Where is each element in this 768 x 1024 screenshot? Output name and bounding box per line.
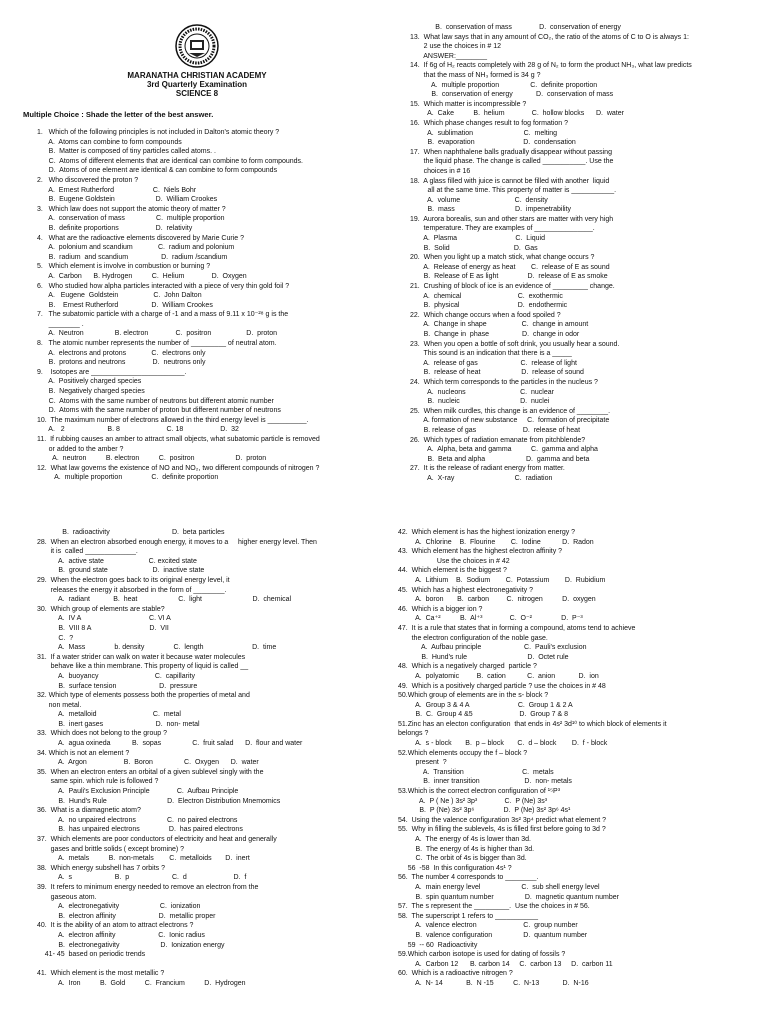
subject-title: SCIENCE 8: [175, 89, 219, 98]
question-line: A. Ca⁺² B. Al⁺³ C. O⁻² D. P⁻³: [398, 615, 583, 623]
question-line: A. Cake B. helium C. hollow blocks D. water: [410, 110, 624, 118]
question-line: ANSWER:________: [410, 52, 488, 60]
question-line: A. volume C. density: [410, 196, 548, 204]
question-line: A. nucleons C. nuclear: [410, 388, 554, 396]
column-bottom-left: [37, 528, 377, 989]
question-line: 13. What law says that in any amount of CO₂, the ratio of the atoms of C to O is always 1:: [410, 33, 689, 41]
question-line: B. definite proportions D. relativity: [37, 224, 193, 232]
question-line: A. electrons and protons C. electrons only: [37, 349, 206, 357]
question-line: B. Ernest Rutherford D. William Crookes: [37, 301, 213, 309]
question-line: B. Beta and alpha D. gamma and beta: [410, 455, 590, 463]
question-line: 52.Which elements occupy the f – block ?: [398, 749, 528, 757]
question-line: A. chemical C. exothermic: [410, 292, 563, 300]
question-line: A. polonium and scandium C. radium and polonium: [37, 244, 235, 252]
question-line: A. The energy of 4s is lower than 3d.: [398, 836, 531, 843]
question-line: 57. The s represent the _________. Use the choices in # 56.: [398, 903, 590, 911]
question-line: 10. The maximum number of electrons allowed in the third energy level is __________.: [37, 416, 309, 424]
question-line: A. Group 3 & 4 A C. Group 1 & 2 A: [398, 701, 573, 709]
question-line: 26. Which types of radiation emanate from pitchblende?: [410, 436, 586, 444]
question-line: B. Hund's Rule D. Electron Distribution Mnemomics: [37, 797, 281, 805]
question-line: C. Atoms of different elements that are identical can combine to form compounds.: [37, 157, 304, 165]
question-line: B. nucleic D. nuclei: [410, 398, 550, 406]
question-line: B. VIII 8 A D. VII: [37, 624, 169, 632]
question-line: A. neutron B. electron C. positron D. proton: [37, 455, 267, 463]
question-line: A. Mass b. density C. length D. time: [37, 644, 277, 652]
question-line: A. metals B. non-metals C. metalloids D. inert: [37, 855, 250, 863]
question-line: A. buoyancy C. capillarity: [37, 672, 195, 680]
exam-title: 3rd Quarterly Examination: [146, 80, 248, 89]
question-line: A. s B. p C. d D. f: [37, 874, 247, 882]
question-line: 16. Which phase changes result to fog formation ?: [410, 119, 568, 127]
question-line: 60. Which is a radioactive nitrogen ?: [398, 970, 513, 978]
question-line: 19. Aurora borealis, sun and other stars are matter with very high: [410, 215, 614, 223]
question-line: 7. The subatomic particle with a charge of -1 and a mass of 9.11 x 10⁻²⁸ g is the: [37, 311, 289, 319]
question-line: 1. Which of the following principles is not included in Dalton's atomic theory ?: [37, 129, 280, 136]
question-line: B. Matter is composed of tiny particles called atoms. .: [37, 148, 216, 156]
question-line: A. sublimation C. melting: [410, 129, 558, 137]
question-line: A. Carbon 12 B. carbon 14 C. carbon 13 D. carbon 11: [398, 960, 613, 968]
question-line: 21. Crushing of block of ice is an evidence of _________ change.: [410, 283, 615, 291]
question-line: B. physical D. endothermic: [410, 302, 568, 310]
question-line: 56. The number 4 corresponds to ________.: [398, 874, 539, 882]
question-line: A. Transition C. metals: [398, 768, 554, 776]
question-line: B. electron affinity D. metallic proper: [37, 912, 216, 920]
question-line: 55. Why in filling the sublevels, 4s is filled first before going to 3d ?: [398, 826, 606, 834]
question-line: A. main energy level C. sub shell energy level: [398, 883, 600, 891]
question-line: 40. It is the ability of an atom to attract electrons ?: [37, 922, 194, 930]
question-line: 58. The superscript 1 refers to ___________: [398, 912, 538, 920]
column-top-right: [410, 23, 765, 484]
question-line: A. formation of new substance C. formation of precipitate: [410, 417, 610, 425]
question-line: 53.Which is the correct electron configuration of ¹⁵P³: [398, 788, 561, 796]
question-line: A. Lithium B. Sodium C. Potassium D. Rubidium: [398, 576, 606, 584]
question-line: 59 -- 60 Radioactivity: [398, 941, 478, 949]
question-line: A. Plasma C. Liquid: [410, 235, 545, 243]
question-line: A. Alpha, beta and gamma C. gamma and alpha: [410, 446, 598, 454]
question-line: A. no unpaired electrons C. no paired electrons: [37, 816, 238, 824]
question-line: 15. Which matter is incompressible ?: [410, 100, 527, 108]
question-line: [37, 960, 377, 970]
question-line: 51.Zinc has an electon configuration that ends in 4s² 3d¹⁰ to which block of elements it: [398, 720, 667, 728]
question-line: C. ?: [37, 634, 74, 642]
question-line: ________ .: [37, 320, 84, 328]
question-line: C. Atoms with the same number of neutrons but different atomic number: [37, 397, 274, 405]
question-line: B. valence configuration D. quantum number: [398, 931, 588, 939]
question-line: B. release of heat D. release of sound: [410, 369, 584, 377]
question-line: A. active state C. excited state: [37, 557, 197, 565]
question-line: 12. What law governs the existence of NO and NO₂, two different compounds of nitrogen ?: [37, 464, 320, 472]
question-line: B. has unpaired electrons D. has paired electrons: [37, 826, 243, 834]
question-line: B. inert gases D. non- metal: [37, 720, 200, 728]
question-line: B. inner transition D. non- metals: [398, 778, 572, 786]
question-line: choices in # 16: [410, 167, 471, 175]
question-line: 17. When naphthalene balls gradually disappear without passing: [410, 148, 612, 156]
question-line: B. Change in phase D. change in odor: [410, 331, 580, 338]
question-line: all at the same time. This property of matter is ___________.: [410, 187, 617, 195]
question-line: same spin. which rule is followed ?: [37, 778, 159, 786]
question-line: D. Atoms with the same number of proton but different number of neutrons: [37, 407, 281, 415]
question-line: A. IV A C. VI A: [37, 615, 171, 623]
question-line: B. release of gas D. release of heat: [410, 426, 581, 434]
question-line: A. Chlorine B. Flourine C. Iodine D. Radon: [398, 538, 594, 546]
question-line: belongs ?: [398, 730, 429, 738]
question-line: 25. When milk curdles, this change is an evidence of ________.: [410, 407, 611, 415]
question-line: 56 -58 In this configuration 4s¹ ?: [398, 864, 512, 872]
question-line: A. radiant B. heat C. light D. chemical: [37, 596, 292, 604]
question-line: 38. Which energy subshell has 7 orbits ?: [37, 864, 166, 872]
question-line: 39. It refers to minimum energy needed to remove an electron from the: [37, 883, 259, 891]
question-line: B. surface tension D. pressure: [37, 682, 198, 690]
question-line: 45. Which has a highest electronegativity ?: [398, 586, 534, 594]
question-line: B. evaporation D. condensation: [410, 139, 576, 147]
question-line: B. P (Ne) 3s² 3p⁶ D. P (Ne) 3s² 3p⁶ 4s¹: [398, 807, 571, 815]
question-line: 49. Which is a positively charged particle ? use the choices in # 48: [398, 682, 606, 690]
question-line: A. boron B. carbon C. nitrogen D. oxygen: [398, 596, 596, 604]
question-line: gaseous atom.: [37, 893, 97, 901]
question-line: A. polyatomic B. cation C. anion D. ion: [398, 672, 599, 680]
question-line: 44. Which element is the biggest ?: [398, 567, 507, 575]
question-line: A. Argon B. Boron C. Oxygen D. water: [37, 759, 259, 767]
question-line: C. The orbit of 4s is bigger than 3d.: [398, 855, 527, 863]
question-line: 42. Which element is has the highest ionization energy ?: [398, 529, 576, 536]
question-line: A. Eugene Goldstein C. John Dalton: [37, 292, 202, 300]
question-line: 24. Which term corresponds to the particles in the nucleus ?: [410, 378, 598, 386]
question-line: 35. When an electron enters an orbital of a given sublevel singly with the: [37, 768, 264, 776]
instruction-text: Multiple Choice : Shade the letter of the best answer.: [23, 110, 214, 119]
question-line: A. multiple proportion C. definite proportion: [410, 81, 598, 89]
question-line: A. electronegativity C. ionization: [37, 903, 201, 911]
question-line: 18. A glass filled with juice is cannot be filled with another liquid: [410, 177, 610, 185]
school-seal-logo: [175, 24, 219, 68]
question-line: gases and brittle solids ( except bromine) ?: [37, 845, 185, 853]
question-line: A. Change in shape C. change in amount: [410, 321, 589, 329]
question-line: 6. Who studied how alpha particles interacted with a piece of very thin gold foil ?: [37, 282, 290, 290]
question-line: A. conservation of mass C. multiple proportion: [37, 215, 225, 223]
question-line: temperature. They are examples of _______________.: [410, 225, 595, 233]
column-top-left: [37, 128, 377, 483]
question-line: 5. Which element is involve in combustion or burning ?: [37, 263, 211, 271]
question-line: 23. When you open a bottle of soft drink, you usually hear a sound.: [410, 340, 620, 348]
question-line: it is called _____________.: [37, 548, 138, 556]
question-line: B. ground state D. inactive state: [37, 567, 205, 575]
question-line: A. P ( Ne ) 3s² 3p³ C. P (Ne) 3s³: [398, 797, 548, 805]
question-line: Use the choices in # 42: [398, 557, 510, 565]
question-line: 31. If a water strider can walk on water it because water molecules: [37, 653, 246, 661]
question-line: B. Release of E as light D. release of E as smoke: [410, 273, 608, 281]
question-line: A. valence electron C. group number: [398, 922, 578, 930]
question-line: 32. Which type of elements possess both the properties of metal and: [37, 692, 250, 700]
question-line: A. Atoms can combine to form compounds: [37, 138, 182, 146]
question-line: 22. Which change occurs when a food spoiled ?: [410, 311, 561, 319]
question-line: A. Ernest Rutherford C. Niels Bohr: [37, 186, 197, 194]
question-line: B. conservation of mass D. conservation of energy: [410, 24, 621, 31]
question-line: A. 2 B. 8 C. 18 D. 32: [37, 426, 239, 434]
question-line: or added to the amber ?: [37, 445, 124, 453]
question-line: present ?: [398, 759, 447, 767]
question-line: 28. When an electron absorbed enough energy, it moves to a higher energy level. Then: [37, 538, 317, 546]
question-line: 9. Isotopes are ________________________.: [37, 368, 187, 376]
question-line: 20. When you light up a match stick, what change occurs ?: [410, 254, 595, 262]
question-line: A. metalloid C. metal: [37, 711, 181, 719]
question-line: A. Iron B. Gold C. Francium D. Hydrogen: [37, 979, 246, 987]
question-line: 4. What are the radioactive elements discovered by Marie Curie ?: [37, 234, 244, 242]
question-line: the liquid phase. The change is called ___________. Use the: [410, 158, 614, 166]
question-line: 43. Which element has the highest electron affinity ?: [398, 548, 563, 556]
question-line: A. agua oxineda B. sopas C. fruit salad D. flour and water: [37, 740, 303, 748]
question-line: D. Atoms of one element are identical & can combine to form compounds: [37, 167, 278, 175]
question-line: B. Negatively charged species: [37, 388, 145, 396]
question-line: 37. Which elements are poor conductors of electricity and heat and generally: [37, 836, 277, 843]
question-line: 29. When the electron goes back to its original energy level, it: [37, 576, 230, 584]
question-line: A. X-ray C. radiation: [410, 474, 553, 482]
question-line: non metal.: [37, 701, 82, 709]
question-line: 34. Which is not an element ?: [37, 749, 130, 757]
question-line: B. mass D. impenetrability: [410, 206, 572, 214]
question-line: B. C. Group 4 &5 D. Group 7 & 8: [398, 711, 569, 719]
question-line: B. electronegativity D. Ionization energy: [37, 941, 225, 949]
question-line: 50.Which group of elements are in the s- block ?: [398, 692, 549, 700]
question-line: A. multiple proportion C. definite proportion: [37, 474, 219, 482]
question-line: B. spin quantum number D. magnetic quantum number: [398, 893, 619, 901]
question-line: 11. If rubbing causes an amber to attract small objects, what subatomic particle is removed: [37, 436, 320, 443]
question-line: 3. Which law does not support the atomic theory of matter ?: [37, 205, 226, 213]
question-line: B. conservation of energy D. conservation of mass: [410, 91, 614, 99]
school-name: MARANATHA CHRISTIAN ACADEMY: [127, 71, 267, 80]
question-line: A. Carbon B. Hydrogen C. Helium D. Oxygen: [37, 272, 247, 280]
question-line: releases the energy it absorbed in the form of ________.: [37, 586, 227, 594]
question-line: 48. Which is a negatively charged particle ?: [398, 663, 537, 671]
question-line: A. Release of energy as heat C. release of E as sound: [410, 263, 610, 271]
question-line: 2. Who discovered the proton ?: [37, 176, 139, 184]
question-line: 36. What is a diamagnetic atom?: [37, 807, 141, 815]
question-line: 30. Which group of elements are stable?: [37, 605, 165, 613]
question-line: B. Solid D. Gas: [410, 244, 538, 252]
question-line: This sound is an indication that there is a _____: [410, 350, 572, 358]
question-line: the electron configuration of the noble gase.: [398, 634, 548, 642]
question-line: A. Pauli's Exclusion Principle C. Aufbau Principle: [37, 788, 239, 796]
question-line: 33. Which does not belong to the group ?: [37, 730, 167, 738]
question-line: A. N- 14 B. N -15 C. N-13 D. N-16: [398, 979, 589, 987]
question-line: B. Eugene Goldstein D. William Crookes: [37, 196, 218, 204]
question-line: B. protons and neutrons D. neutrons only: [37, 359, 206, 367]
question-line: B. Hund's rule D. Octet rule: [398, 653, 569, 661]
question-line: 14. If 6g of H₂ reacts completely with 28 g of N₂ to form the product NH₃, what law predicts: [410, 62, 692, 70]
question-line: 46. Which is a bigger ion ?: [398, 605, 483, 613]
question-line: 41- 45 based on periodic trends: [37, 951, 146, 959]
question-line: B. The energy of 4s is higher than 3d.: [398, 845, 535, 853]
question-line: A. electron affinity C. Ionic radius: [37, 931, 205, 939]
question-line: that the mass of NH₃ formed is 34 g ?: [410, 71, 541, 79]
question-line: A. s - block B. p – block C. d – block D. f - block: [398, 740, 608, 748]
question-line: A. release of gas C. release of light: [410, 359, 577, 367]
question-line: 8. The atomic number represents the number of _________ of neutral atom.: [37, 340, 277, 348]
question-line: A. Neutron B. electron C. positron D. proton: [37, 330, 278, 338]
question-line: 47. It is a rule that states that in forming a compound, atoms tend to achieve: [398, 624, 636, 632]
question-line: 54. Using the valence configuration 3s² 3p⁴ predict what element ?: [398, 816, 607, 824]
question-line: B. radium and scandium D. radium /scandium: [37, 253, 228, 261]
question-line: A. Positively charged species: [37, 378, 142, 386]
column-bottom-right: [398, 528, 763, 989]
question-line: B. radioactivity D. beta particles: [37, 529, 225, 536]
question-line: 41. Which element is the most metallic ?: [37, 970, 165, 978]
question-line: 59.Which carbon isotope is used for dating of fossils ?: [398, 951, 566, 959]
question-line: 27. It is the release of radiant energy from matter.: [410, 465, 565, 473]
question-line: behave like a thin membrane. This property of liquid is called __: [37, 663, 249, 671]
question-line: 2 use the choices in # 12: [410, 43, 502, 51]
question-line: A. Aufbau principle C. Pauli's exclusion: [398, 644, 587, 652]
